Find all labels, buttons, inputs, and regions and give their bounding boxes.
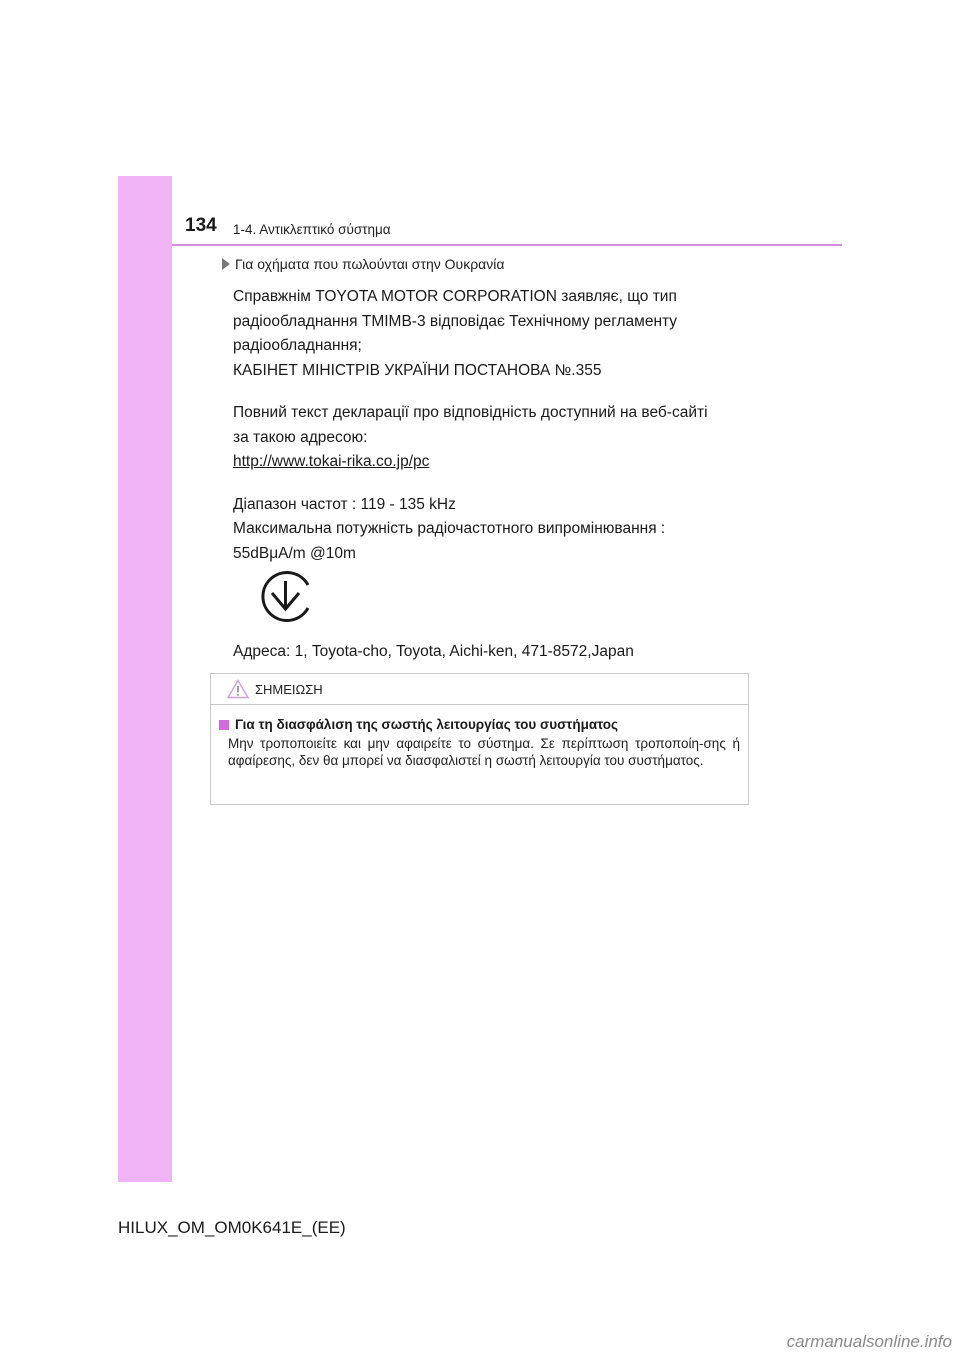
ukraine-conformity-mark-icon [258,569,313,624]
max-power-value: 55dBμA/m @10m [233,544,356,562]
declaration-line: Справжнім TOYOTA MOTOR CORPORATION заявляє, що тип [233,288,677,305]
note-title-text: Για τη διασφάλιση της σωστής λειτουργίας του συστήματος [235,717,619,732]
subheading [222,256,504,272]
page-number: 134 [185,215,217,236]
triangle-right-icon [222,258,230,270]
spacer [233,475,753,493]
max-power-label: Максимальна потужність радіочастотного випромінювання : [233,520,666,537]
watermark: carmanualsonline.info [786,1332,952,1351]
section-sidebar-tab [118,176,172,1182]
declaration-line: КАБІНЕТ МІНІСТРІВ УКРАЇНИ ПОСТАНОВА №.355 [233,361,602,379]
note-box [210,673,749,805]
declaration-line: радіообладнання; [233,337,362,354]
frequency-range: Діапазон частот : 119 - 135 kHz [233,495,456,513]
spacer [233,383,753,401]
header-divider [172,244,842,246]
square-bullet-icon [219,720,229,730]
note-title [219,717,740,732]
declaration-line: радіообладнання TMIMB-3 відповідає Технічному регламенту [233,312,678,330]
note-text: Μην τροποποιείτε και μην αφαιρείτε το σύστημα. Σε περίπτωση τροποποίη-σης ή αφαίρεσης, δεν θα μπορεί να διασφαλιστεί η σωστή λειτουργία του συστήματος. [228,736,740,768]
declaration-link[interactable]: http://www.tokai-rika.co.jp/pc [233,453,430,470]
note-label: ΣΗΜΕΙΩΣΗ [255,681,323,697]
subheading-text: Για οχήματα που πωλούνται στην Ουκρανία [235,256,505,272]
note-body [211,705,748,769]
document-code: HILUX_OM_OM0K641E_(EE) [118,1218,346,1237]
manufacturer-address: Адреса: 1, Toyota-cho, Toyota, Aichi-ken, 471-8572,Japan [233,643,634,660]
section-title: 1-4. Αντικλεπτικό σύστημα [233,222,391,237]
note-header [211,674,748,705]
warning-triangle-icon [227,679,249,699]
declaration-line: Повний текст декларації про відповідність доступний на веб-сайті [233,404,708,421]
declaration-line: за такою адресою: [233,428,368,446]
declaration-block [233,285,753,566]
